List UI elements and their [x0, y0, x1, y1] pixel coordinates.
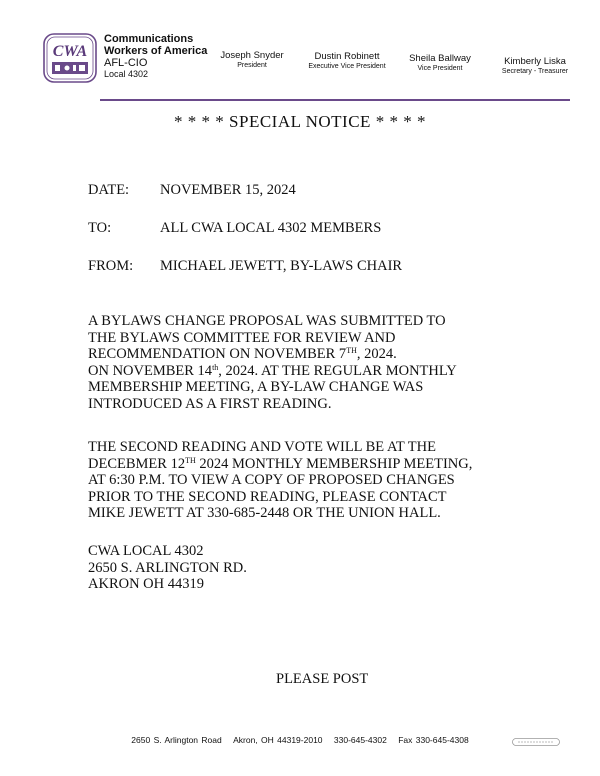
address-line: AKRON OH 44319 [88, 576, 204, 592]
officer-president [212, 50, 292, 71]
officer-title: President [237, 62, 267, 69]
to-label: TO: [88, 220, 112, 236]
address-block [88, 543, 247, 593]
text-run: , 2024. [356, 346, 397, 362]
paragraph-line: THE SECOND READING AND VOTE WILL BE AT THE [88, 439, 436, 455]
footer-phone: 330-645-4302 [333, 735, 387, 745]
please-post: PLEASE POST [276, 671, 369, 687]
paragraph-line: THE BYLAWS COMMITTEE FOR REVIEW AND [88, 329, 396, 346]
superscript: TH [346, 346, 357, 355]
officer-title: Secretary - Treasurer [501, 68, 569, 75]
paragraph-line: INTRODUCED AS A FIRST READING. [88, 395, 332, 412]
notice-title: * * * * SPECIAL NOTICE * * * * [174, 112, 426, 131]
officer-title: Executive Vice President [308, 63, 386, 70]
superscript: TH [185, 455, 196, 465]
org-name-line-2: Workers of America [104, 45, 208, 57]
officer-name: Sheila Ballway [409, 53, 471, 64]
text-run: RECOMMENDATION ON NOVEMBER 7 [88, 346, 347, 362]
cwa-logo [43, 33, 97, 83]
from-value: MICHAEL JEWETT, BY-LAWS CHAIR [160, 258, 403, 274]
text-run: ON NOVEMBER 14 [88, 362, 213, 379]
text-run: , 2024. AT THE REGULAR MONTHLY [218, 362, 457, 379]
footer-city: Akron, OH 44319-2010 [233, 735, 323, 745]
superscript: th [212, 362, 219, 372]
footer-street: 2650 S. Arlington Road [131, 735, 222, 745]
officer-executive-vice-president [299, 51, 395, 72]
paragraph-line: MEMBERSHIP MEETING, A BY-LAW CHANGE WAS [88, 379, 424, 395]
paragraph-line: AT 6:30 P.M. TO VIEW A COPY OF PROPOSED CHANGES [88, 472, 455, 488]
footer [0, 735, 600, 745]
paragraph-line [88, 363, 457, 380]
to-value: ALL CWA LOCAL 4302 MEMBERS [160, 220, 382, 236]
date-label: DATE: [88, 182, 130, 198]
paragraph-line: MIKE JEWETT AT 330-685-2448 OR THE UNION HALL. [88, 505, 441, 521]
local-number: Local 4302 [104, 69, 149, 79]
paragraph-second-reading [88, 439, 472, 522]
paragraph-line [88, 346, 457, 363]
date-value: NOVEMBER 15, 2024 [160, 182, 296, 198]
officer-name: Joseph Snyder [220, 50, 284, 61]
text-run: 2024 MONTHLY MEMBERSHIP MEETING, [195, 455, 473, 472]
officer-name: Kimberly Liska [504, 56, 566, 67]
address-line: CWA LOCAL 4302 [88, 543, 204, 559]
officer-title: Vice President [417, 65, 463, 72]
address-line: 2650 S. ARLINGTON RD. [88, 559, 247, 576]
org-name [104, 33, 207, 80]
letterhead-rule [100, 99, 570, 101]
paragraph-line: A BYLAWS CHANGE PROPOSAL WAS SUBMITTED TO [88, 313, 446, 329]
text-run: DECEBMER 12 [88, 455, 186, 472]
org-name-line-1: Communications [104, 33, 194, 45]
officer-name: Dustin Robinett [314, 51, 380, 62]
paragraph-line: PRIOR TO THE SECOND READING, PLEASE CONTACT [88, 488, 447, 505]
officer-vice-president [400, 53, 480, 74]
org-name-line-3: AFL-CIO [104, 57, 148, 69]
paragraph-proposal [88, 313, 457, 412]
paragraph-line [88, 456, 472, 473]
officer-secretary-treasurer [490, 56, 580, 77]
logo-text: CWA [52, 43, 88, 60]
union-printer-bug [512, 738, 560, 746]
footer-fax: Fax 330-645-4308 [398, 735, 469, 745]
from-label: FROM: [88, 258, 134, 274]
